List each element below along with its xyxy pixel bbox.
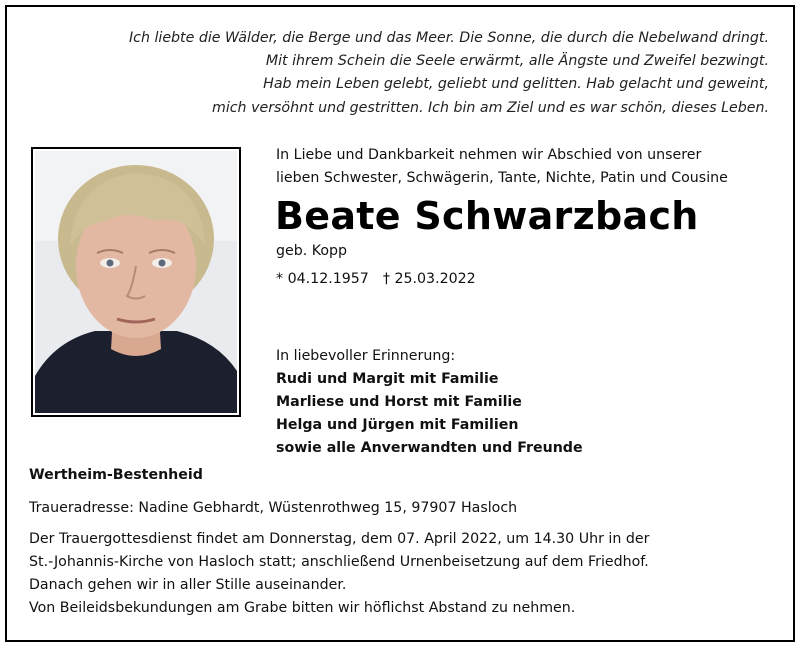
intro-line: lieben Schwester, Schwägerin, Tante, Nichte, Patin und Cousine <box>276 169 728 186</box>
service-line: Von Beileidsbekundungen am Grabe bitten wir höflichst Abstand zu nehmen. <box>29 600 576 616</box>
mourning-address: Traueradresse: Nadine Gebhardt, Wüstenrothweg 15, 97907 Hasloch <box>29 500 518 516</box>
poem <box>69 27 769 120</box>
mourner-line: Helga und Jürgen mit Familien <box>276 417 519 433</box>
poem-line: Ich liebte die Wälder, die Berge und das Meer. Die Sonne, die durch die Nebelwand dringt. <box>128 30 769 46</box>
poem-line: Hab mein Leben gelebt, geliebt und gelitten. Hab gelacht und geweint, <box>263 76 769 93</box>
birth-date: * 04.12.1957 <box>276 271 369 287</box>
service-line: Der Trauergottesdienst findet am Donnerstag, dem 07. April 2022, um 14.30 Uhr in der <box>29 531 650 547</box>
obituary-notice <box>5 5 795 642</box>
service-line: St.-Johannis-Kirche von Hasloch statt; anschließend Urnenbeisetzung auf dem Friedhof. <box>29 554 649 570</box>
memory-heading: In liebevoller Erinnerung: <box>276 348 456 364</box>
portrait-photo-icon <box>35 151 237 413</box>
service-info <box>29 528 649 620</box>
intro-text <box>276 144 728 189</box>
life-dates <box>276 271 476 287</box>
poem-line: Mit ihrem Schein die Seele erwärmt, alle Ängste und Zweifel bezwingt. <box>265 53 769 70</box>
birth-name: geb. Kopp <box>276 243 348 259</box>
intro-line: In Liebe und Dankbarkeit nehmen wir Abschied von unserer <box>276 147 702 163</box>
place-name: Wertheim-Bestenheid <box>29 467 203 483</box>
portrait-photo <box>31 147 241 417</box>
mourner-line: sowie alle Anverwandten und Freunde <box>276 440 583 456</box>
mourners-block <box>276 345 583 460</box>
death-date: † 25.03.2022 <box>382 271 476 287</box>
deceased-name: Beate Schwarzbach <box>275 194 699 238</box>
mourner-line: Marliese und Horst mit Familie <box>276 394 522 410</box>
poem-line: mich versöhnt und gestritten. Ich bin am Ziel und es war schön, dieses Leben. <box>212 99 769 116</box>
mourner-line: Rudi und Margit mit Familie <box>276 371 499 387</box>
service-line: Danach gehen wir in aller Stille auseinander. <box>29 577 347 593</box>
